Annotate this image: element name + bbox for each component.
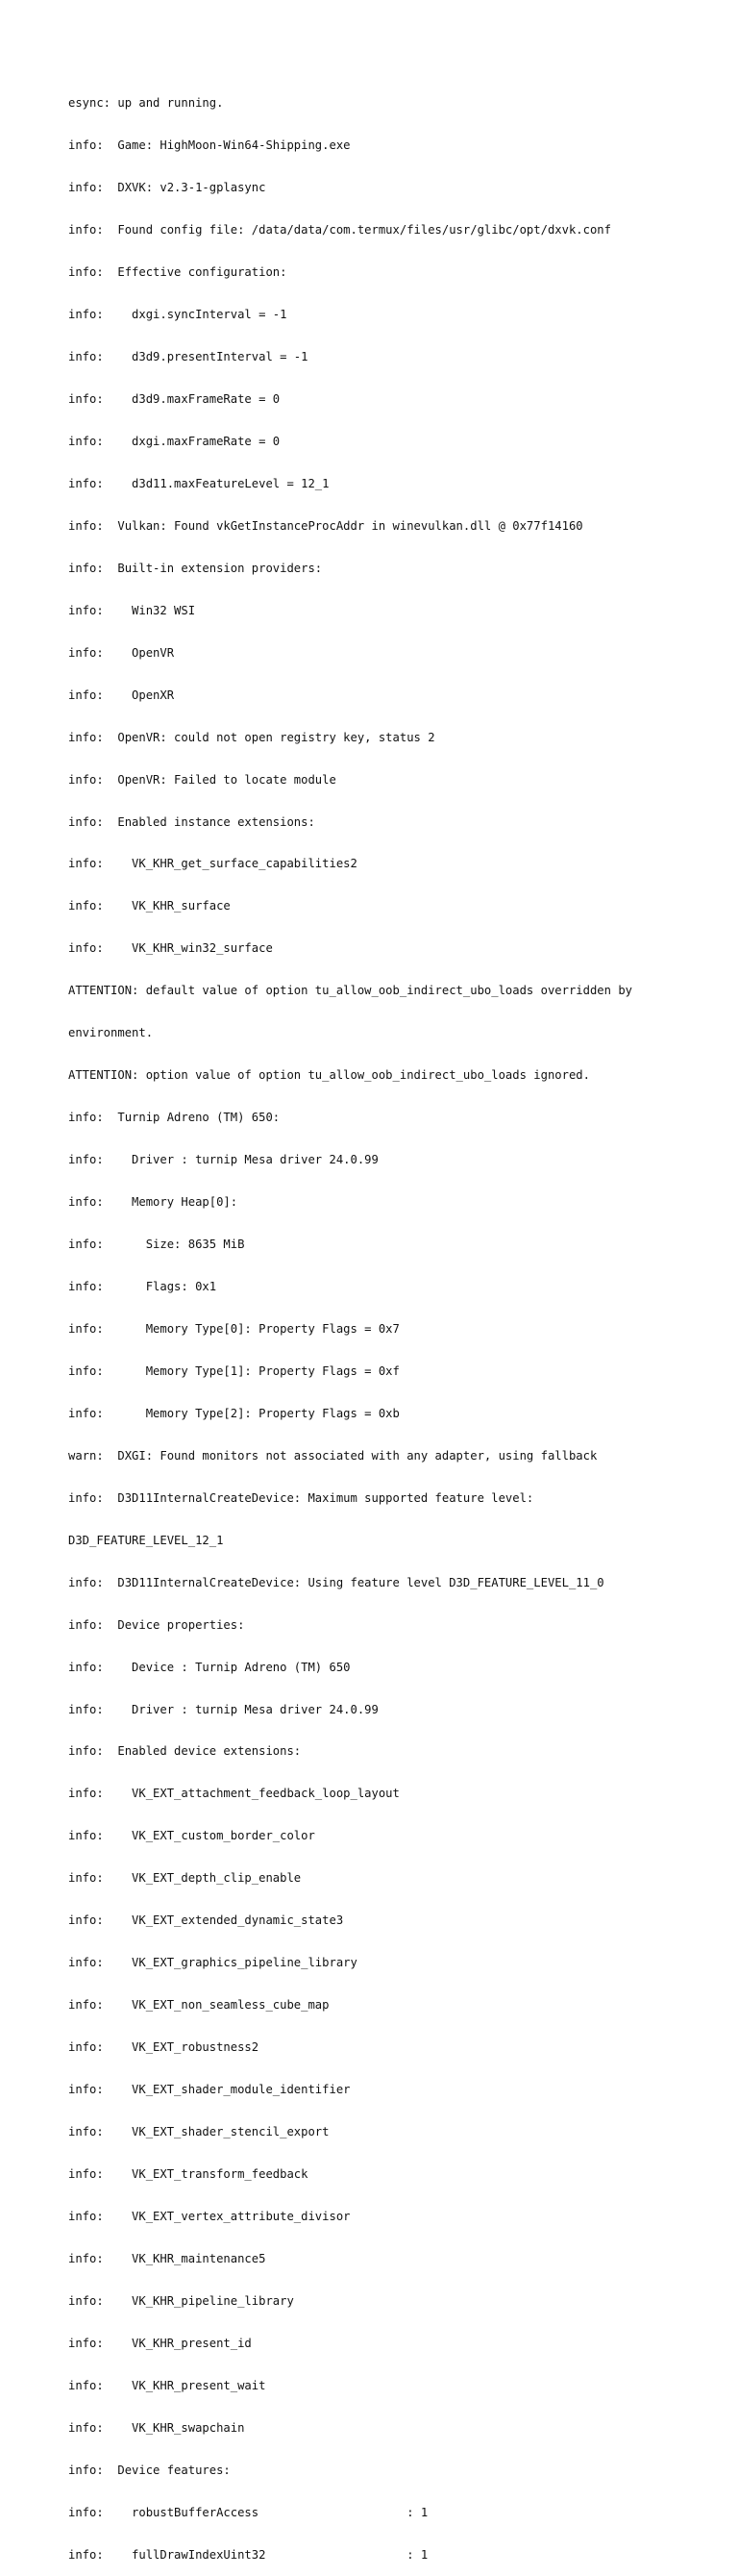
log-line: info: Enabled device extensions: [68, 1744, 302, 1759]
log-line: info: VK_EXT_custom_border_color [68, 1829, 315, 1843]
log-line: info: d3d11.maxFeatureLevel = 12_1 [68, 476, 330, 490]
log-line: info: VK_EXT_shader_stencil_export [68, 2125, 330, 2139]
log-line: esync: up and running. [68, 96, 224, 111]
log-line: info: Effective configuration: [68, 265, 287, 280]
log-line: info: d3d9.presentInterval = -1 [68, 350, 308, 364]
log-line: info: OpenVR [68, 645, 175, 660]
log-line: info: VK_KHR_pipeline_library [68, 2293, 294, 2308]
log-line: info: VK_EXT_graphics_pipeline_library [68, 1956, 357, 1970]
log-line: info: robustBufferAccess : 1 [68, 2505, 429, 2519]
log-line: info: OpenVR: could not open registry key, status 2 [68, 730, 435, 744]
log-line: info: Memory Type[1]: Property Flags = 0xf [68, 1363, 400, 1378]
log-line: info: VK_EXT_extended_dynamic_state3 [68, 1913, 344, 1928]
log-line: ATTENTION: option value of option tu_allow_oob_indirect_ubo_loads ignored. [68, 1068, 590, 1083]
log-line: warn: DXGI: Found monitors not associated with any adapter, using fallback [68, 1448, 598, 1463]
log-line: info: Device : Turnip Adreno (TM) 650 [68, 1660, 351, 1674]
log-line: info: Win32 WSI [68, 603, 196, 617]
log-line: info: Found config file: /data/data/com.termux/files/usr/glibc/opt/dxvk.conf [68, 223, 611, 238]
log-line: info: VK_KHR_present_wait [68, 2378, 266, 2392]
log-line: info: d3d9.maxFrameRate = 0 [68, 391, 281, 406]
log-line: info: Vulkan: Found vkGetInstanceProcAddr in winevulkan.dll @ 0x77f14160 [68, 518, 583, 533]
log-line: info: Device properties: [68, 1617, 245, 1632]
log-line: info: VK_KHR_win32_surface [68, 941, 273, 956]
log-line: info: DXVK: v2.3-1-gplasync [68, 181, 266, 195]
log-line: info: Driver : turnip Mesa driver 24.0.99 [68, 1153, 379, 1167]
log-line: info: Memory Type[0]: Property Flags = 0x7 [68, 1321, 400, 1336]
log-line: info: VK_EXT_non_seamless_cube_map [68, 1998, 330, 2013]
log-line: info: OpenXR [68, 688, 175, 702]
log-line: info: Device features: [68, 2463, 231, 2477]
log-line: info: D3D11InternalCreateDevice: Using feature level D3D_FEATURE_LEVEL_11_0 [68, 1575, 604, 1589]
log-line: info: D3D11InternalCreateDevice: Maximum supported feature level: [68, 1490, 534, 1505]
log-line: info: VK_KHR_maintenance5 [68, 2251, 266, 2265]
log-line: info: VK_EXT_robustness2 [68, 2040, 259, 2055]
log-line: info: VK_KHR_swapchain [68, 2420, 245, 2435]
log-line: info: dxgi.maxFrameRate = 0 [68, 434, 281, 448]
log-line: info: Built-in extension providers: [68, 561, 323, 575]
log-line: info: VK_KHR_surface [68, 899, 231, 913]
log-line: info: VK_KHR_get_surface_capabilities2 [68, 857, 357, 871]
log-line: info: VK_KHR_present_id [68, 2336, 252, 2350]
log-line: info: fullDrawIndexUint32 : 1 [68, 2547, 429, 2562]
log-line: info: VK_EXT_transform_feedback [68, 2167, 308, 2182]
log-line: info: VK_EXT_depth_clip_enable [68, 1871, 302, 1886]
log-line: info: Game: HighMoon-Win64-Shipping.exe [68, 138, 351, 153]
log-line: info: Memory Type[2]: Property Flags = 0xb [68, 1406, 400, 1420]
log-line: info: OpenVR: Failed to locate module [68, 772, 336, 787]
log-line: ATTENTION: default value of option tu_allow_oob_indirect_ubo_loads overridden by [68, 984, 632, 998]
log-line: info: Driver : turnip Mesa driver 24.0.99 [68, 1702, 379, 1716]
log-line: info: VK_EXT_shader_module_identifier [68, 2083, 351, 2097]
log-line: info: VK_EXT_vertex_attribute_divisor [68, 2209, 351, 2223]
log-line: info: Size: 8635 MiB [68, 1238, 245, 1252]
log-output [68, 68, 683, 2576]
log-line: info: Flags: 0x1 [68, 1280, 217, 1293]
log-line: D3D_FEATURE_LEVEL_12_1 [68, 1533, 224, 1547]
log-line: info: Memory Heap[0]: [68, 1195, 238, 1210]
log-line: info: dxgi.syncInterval = -1 [68, 308, 287, 322]
log-line: info: Enabled instance extensions: [68, 814, 315, 829]
log-line: info: VK_EXT_attachment_feedback_loop_layout [68, 1787, 400, 1801]
log-line: info: Turnip Adreno (TM) 650: [68, 1111, 281, 1125]
log-line: environment. [68, 1026, 154, 1040]
